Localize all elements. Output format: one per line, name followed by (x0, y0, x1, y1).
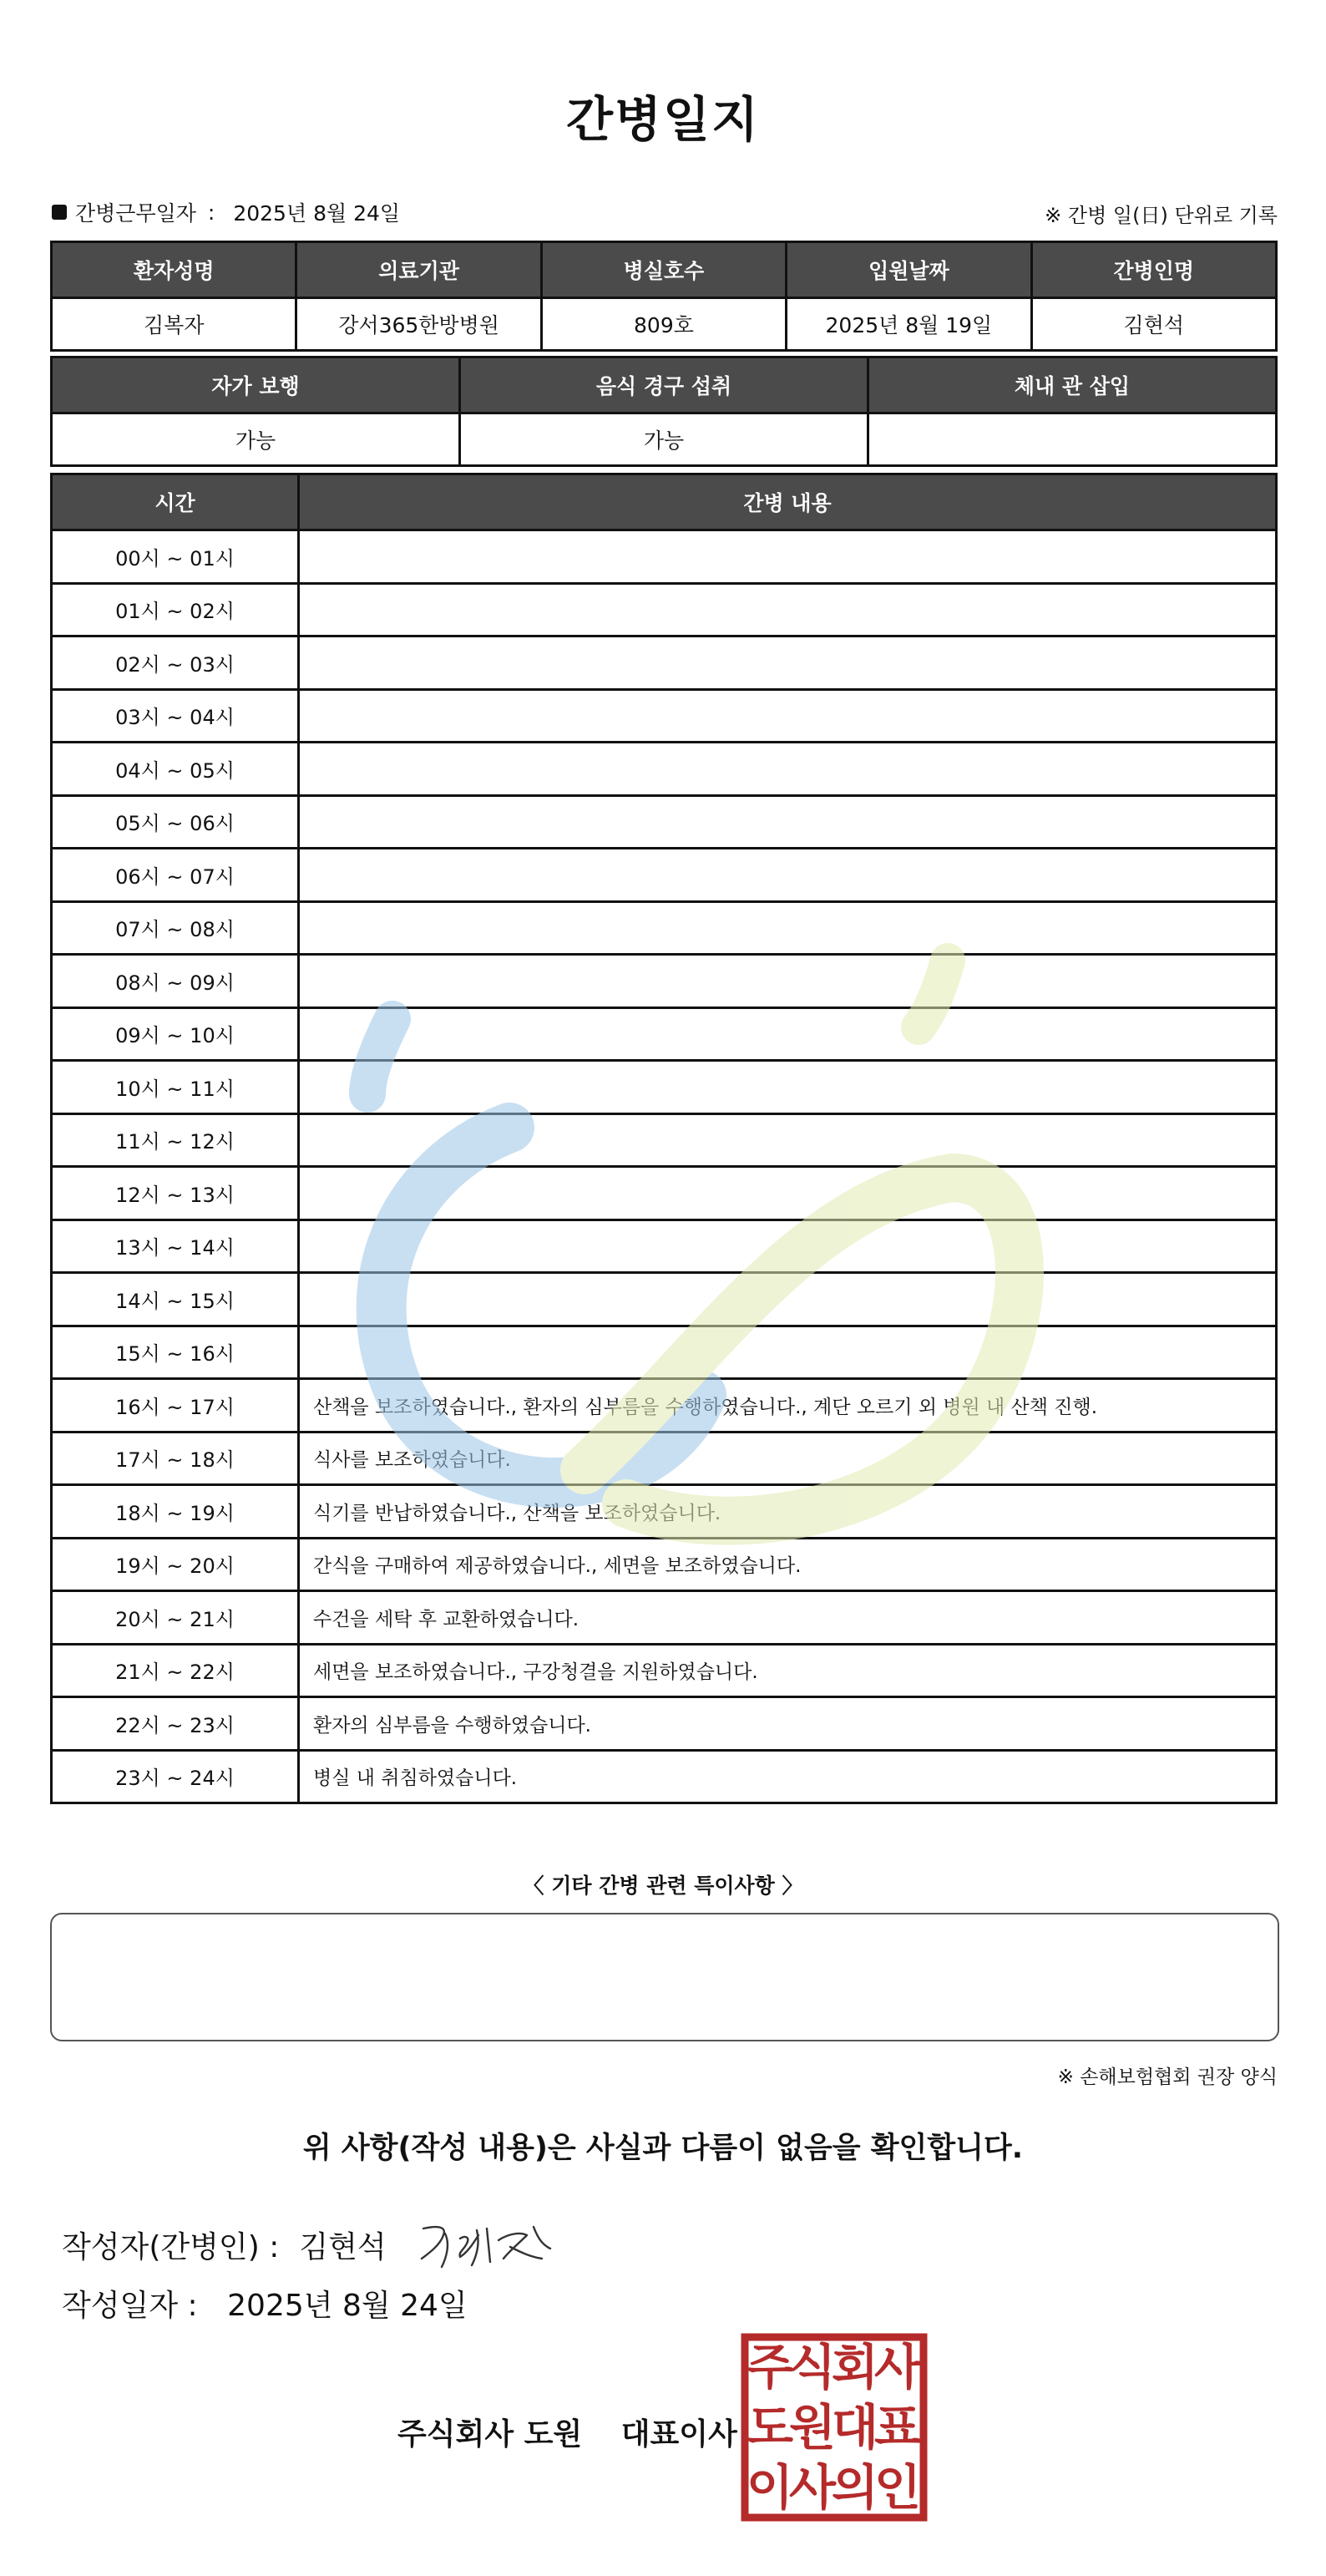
table-row (52, 1273, 1277, 1326)
seal-glyph: 식 (788, 2339, 837, 2396)
header-self-walking: 자가 보행 (52, 357, 460, 413)
care-content-cell (299, 1326, 1277, 1379)
time-slot-cell: 00시 ~ 01시 (52, 530, 299, 584)
care-content-cell (299, 1167, 1277, 1220)
care-content-cell (299, 1061, 1277, 1114)
time-slot-cell: 18시 ~ 19시 (52, 1485, 299, 1539)
work-date-colon: : (207, 200, 215, 225)
seal-glyph: 인 (873, 2459, 922, 2516)
table-row (52, 1538, 1277, 1591)
care-content-cell (299, 1007, 1277, 1061)
care-content-cell: 수건을 세탁 후 교환하였습니다. (299, 1591, 1277, 1645)
time-slot-cell: 20시 ~ 21시 (52, 1591, 299, 1645)
written-date-label: 작성일자 : (62, 2289, 198, 2323)
table-row (52, 849, 1277, 902)
seal-glyph: 회 (831, 2339, 879, 2396)
care-content-cell: 병실 내 취침하였습니다. (299, 1750, 1277, 1803)
patient-info-value-row (52, 298, 1277, 351)
company-line (397, 2411, 737, 2453)
care-content-cell: 환자의 심부름을 수행하였습니다. (299, 1697, 1277, 1751)
time-slot-cell: 12시 ~ 13시 (52, 1167, 299, 1220)
self-walking-value: 가능 (52, 413, 460, 466)
time-slot-cell: 21시 ~ 22시 (52, 1644, 299, 1697)
table-row (52, 1485, 1277, 1539)
seal-glyph: 의 (831, 2459, 879, 2516)
remarks-title: 〈 기타 간병 관련 특이사항 〉 (523, 1874, 803, 1898)
table-row (52, 795, 1277, 849)
table-row (52, 1167, 1277, 1220)
seal-glyph: 표 (873, 2399, 922, 2456)
company-seal-stamp (740, 2332, 929, 2523)
care-content-cell: 간식을 구매하여 제공하였습니다., 세면을 보조하였습니다. (299, 1538, 1277, 1591)
header-care-content: 간병 내용 (299, 474, 1277, 530)
time-slot-cell: 08시 ~ 09시 (52, 955, 299, 1008)
seal-glyph: 사 (788, 2459, 837, 2516)
table-row (52, 743, 1277, 796)
header-caregiver-name: 간병인명 (1031, 242, 1276, 298)
table-row (52, 583, 1277, 636)
work-date-value: 2025년 8월 24일 (233, 201, 401, 226)
work-date-line (52, 197, 400, 227)
care-content-cell: 세면을 보조하였습니다., 구강청결을 지원하였습니다. (299, 1644, 1277, 1697)
patient-status-header-row (52, 357, 1277, 413)
care-content-cell (299, 1113, 1277, 1167)
patient-status-value-row (52, 413, 1277, 466)
header-room-number: 병실호수 (541, 242, 786, 298)
care-content-cell (299, 743, 1277, 796)
remarks-box (50, 1913, 1279, 2041)
care-content-cell: 식사를 보조하였습니다. (299, 1432, 1277, 1485)
writer-label: 작성자(간병인) : (62, 2229, 280, 2264)
care-content-cell (299, 795, 1277, 849)
handwritten-signature (417, 2215, 559, 2274)
admission-date-value: 2025년 8월 19일 (787, 298, 1031, 351)
care-content-cell (299, 955, 1277, 1008)
seal-glyph: 이 (746, 2459, 794, 2516)
document-title: 간병일지 (565, 91, 761, 148)
table-row (52, 955, 1277, 1008)
care-content-cell (299, 636, 1277, 690)
table-row (52, 1220, 1277, 1273)
care-content-cell (299, 530, 1277, 584)
care-content-cell (299, 1220, 1277, 1273)
care-content-cell (299, 1273, 1277, 1326)
table-row (52, 1697, 1277, 1751)
header-tube-insertion: 체내 관 삽입 (868, 357, 1277, 413)
patient-info-table (50, 241, 1278, 352)
table-row (52, 901, 1277, 955)
patient-info-header-row (52, 242, 1277, 298)
table-row (52, 1379, 1277, 1433)
caregiver-name-value: 김현석 (1031, 298, 1276, 351)
time-slot-cell: 15시 ~ 16시 (52, 1326, 299, 1379)
care-content-cell: 산책을 보조하였습니다., 환자의 심부름을 수행하였습니다., 계단 오르기 외 병원 내 산책 진행. (299, 1379, 1277, 1433)
header-hospital: 의료기관 (296, 242, 541, 298)
writer-line (62, 2215, 559, 2274)
table-row (52, 1061, 1277, 1114)
time-slot-cell: 05시 ~ 06시 (52, 795, 299, 849)
table-row (52, 1750, 1277, 1803)
written-date-line (62, 2282, 468, 2325)
care-log-body (52, 530, 1277, 1803)
care-log-header-row (52, 474, 1277, 530)
tube-insertion-value (868, 413, 1277, 466)
table-row (52, 1113, 1277, 1167)
time-slot-cell: 14시 ~ 15시 (52, 1273, 299, 1326)
seal-glyph: 주 (746, 2339, 794, 2396)
table-row (52, 1591, 1277, 1645)
care-content-cell (299, 849, 1277, 902)
table-row (52, 1007, 1277, 1061)
company-name: 주식회사 도원 (397, 2417, 583, 2452)
seal-glyph: 원 (788, 2399, 837, 2456)
confirmation-statement: 위 사항(작성 내용)은 사실과 다름이 없음을 확인합니다. (302, 2132, 1024, 2165)
table-row (52, 636, 1277, 690)
header-time: 시간 (52, 474, 299, 530)
oral-intake-value: 가능 (460, 413, 868, 466)
work-date-label: 간병근무일자 (75, 201, 196, 226)
table-row (52, 1432, 1277, 1485)
time-slot-cell: 17시 ~ 18시 (52, 1432, 299, 1485)
time-slot-cell: 19시 ~ 20시 (52, 1538, 299, 1591)
record-unit-note: ※ 간병 일(日) 단위로 기록 (1045, 204, 1278, 227)
time-slot-cell: 10시 ~ 11시 (52, 1061, 299, 1114)
time-slot-cell: 09시 ~ 10시 (52, 1007, 299, 1061)
time-slot-cell: 23시 ~ 24시 (52, 1750, 299, 1803)
company-title: 대표이사 (620, 2417, 737, 2452)
time-slot-cell: 13시 ~ 14시 (52, 1220, 299, 1273)
hospital-value: 강서365한방병원 (296, 298, 541, 351)
table-row (52, 689, 1277, 743)
time-slot-cell: 16시 ~ 17시 (52, 1379, 299, 1433)
table-row (52, 1644, 1277, 1697)
time-slot-cell: 22시 ~ 23시 (52, 1697, 299, 1751)
time-slot-cell: 11시 ~ 12시 (52, 1113, 299, 1167)
care-content-cell (299, 901, 1277, 955)
time-slot-cell: 03시 ~ 04시 (52, 689, 299, 743)
time-slot-cell: 07시 ~ 08시 (52, 901, 299, 955)
header-admission-date: 입원날짜 (787, 242, 1031, 298)
care-content-cell (299, 583, 1277, 636)
care-content-cell: 식기를 반납하였습니다., 산책을 보조하였습니다. (299, 1485, 1277, 1539)
time-slot-cell: 04시 ~ 05시 (52, 743, 299, 796)
patient-name-value: 김복자 (52, 298, 296, 351)
room-number-value: 809호 (541, 298, 786, 351)
seal-glyph: 도 (746, 2399, 794, 2456)
patient-status-table (50, 356, 1278, 467)
table-row (52, 1326, 1277, 1379)
time-slot-cell: 02시 ~ 03시 (52, 636, 299, 690)
time-slot-cell: 01시 ~ 02시 (52, 583, 299, 636)
seal-glyph: 대 (831, 2399, 879, 2456)
care-content-cell (299, 689, 1277, 743)
time-slot-cell: 06시 ~ 07시 (52, 849, 299, 902)
seal-glyph: 사 (873, 2339, 922, 2396)
written-date-value: 2025년 8월 24일 (227, 2289, 468, 2323)
header-oral-intake: 음식 경구 섭취 (460, 357, 868, 413)
bullet-square-icon (52, 205, 67, 220)
header-patient-name: 환자성명 (52, 242, 296, 298)
table-row (52, 530, 1277, 584)
care-log-table (50, 473, 1278, 1804)
writer-name: 김현석 (299, 2229, 387, 2264)
recommended-form-note: ※ 손해보험협회 권장 양식 (1057, 2066, 1278, 2088)
